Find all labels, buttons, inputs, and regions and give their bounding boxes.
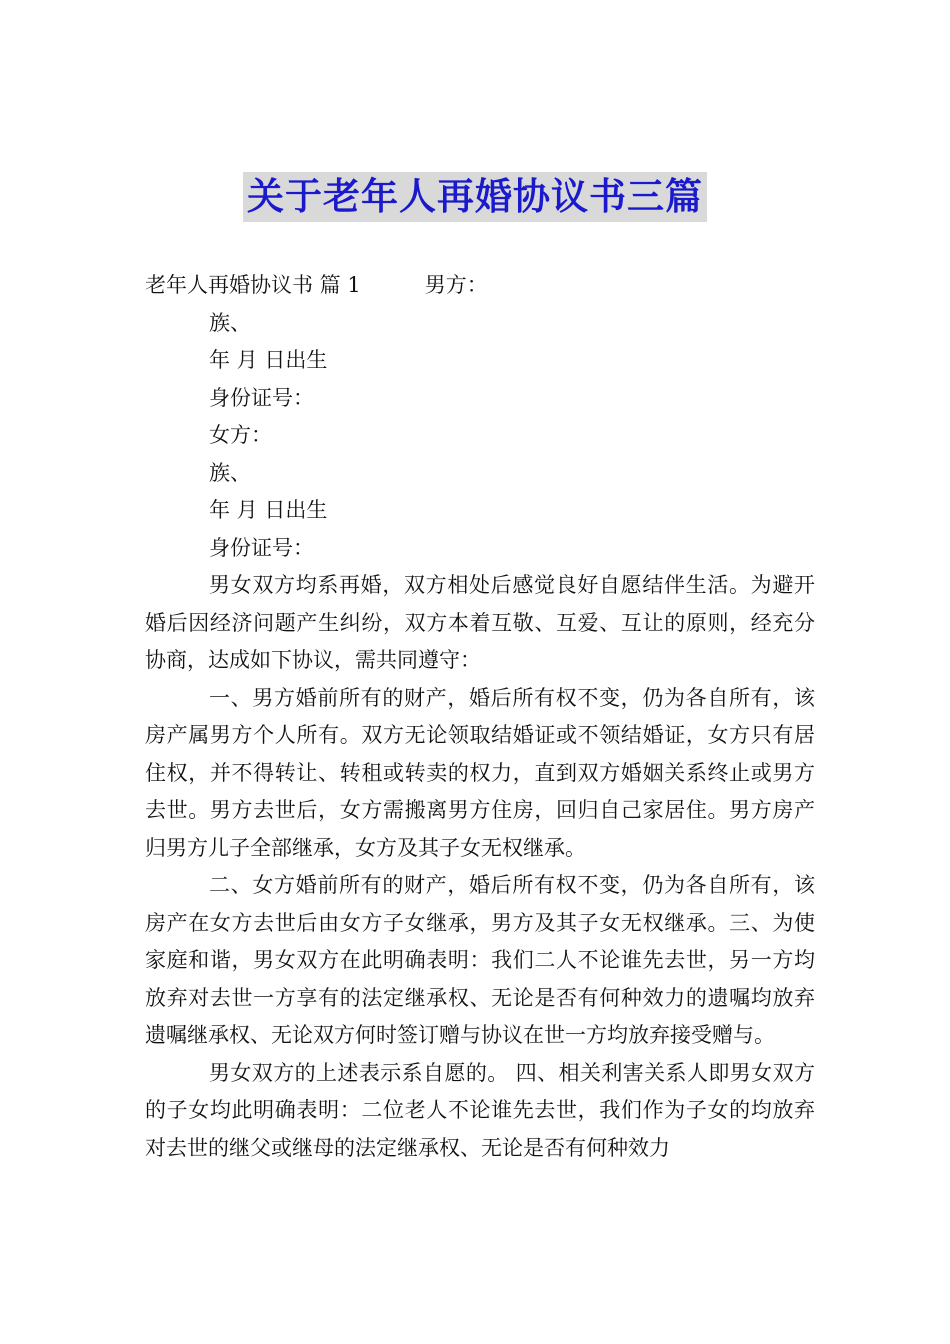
male-ethnicity-field: 族、 [209,310,251,335]
section-heading-line [145,267,815,305]
female-birthdate-field: 年 月 日出生 [209,498,328,522]
female-label: 女方： [209,423,272,447]
section-heading: 老年人再婚协议书 篇 1 [145,273,361,297]
title-area [0,172,950,222]
paragraph-intro: 男女双方均系再婚，双方相处后感觉良好自愿结伴生活。为避开婚后因经济问题产生纠纷，双方本着互敬、互爱、互让的原则，经充分协商，达成如下协议，需共同遵守： [145,573,815,672]
male-birthdate-field: 年 月 日出生 [209,348,328,372]
male-label: 男方： [424,273,488,297]
female-ethnicity-field: 族、 [209,460,251,485]
paragraph-clause-2-3: 二、女方婚前所有的财产，婚后所有权不变，仍为各自所有，该房产在女方去世后由女方子女继承，男方及其子女无权继承。三、为使家庭和谐，男女双方在此明确表明：我们二人不论谁先去世，另一方均放弃对去世一方享有的法定继承权、无论是否有何种效力的遗嘱均放弃遗嘱继承权、无论双方何时签订赠与协议在世一方均放弃接受赠与。 [145,873,815,1047]
female-id-field: 身份证号： [209,535,314,560]
document-body [145,267,815,1167]
male-id-field: 身份证号： [209,385,314,410]
paragraph-clause-4: 男女双方的上述表示系自愿的。 四、相关利害关系人即男女双方的子女均此明确表明：二位老人不论谁先去世，我们作为子女的均放弃对去世的继父或继母的法定继承权、无论是否有何种效力 [145,1060,815,1160]
paragraph-clause-1: 一、男方婚前所有的财产，婚后所有权不变，仍为各自所有，该房产属男方个人所有。双方无论领取结婚证或不领结婚证，女方只有居住权，并不得转让、转租或转卖的权力，直到双方婚姻关系终止或男方去世。男方去世后，女方需搬离男方住房，回归自己家居住。男方房产归男方儿子全部继承，女方及其子女无权继承。 [145,685,815,860]
document-title: 关于老年人再婚协议书三篇 [243,172,707,222]
